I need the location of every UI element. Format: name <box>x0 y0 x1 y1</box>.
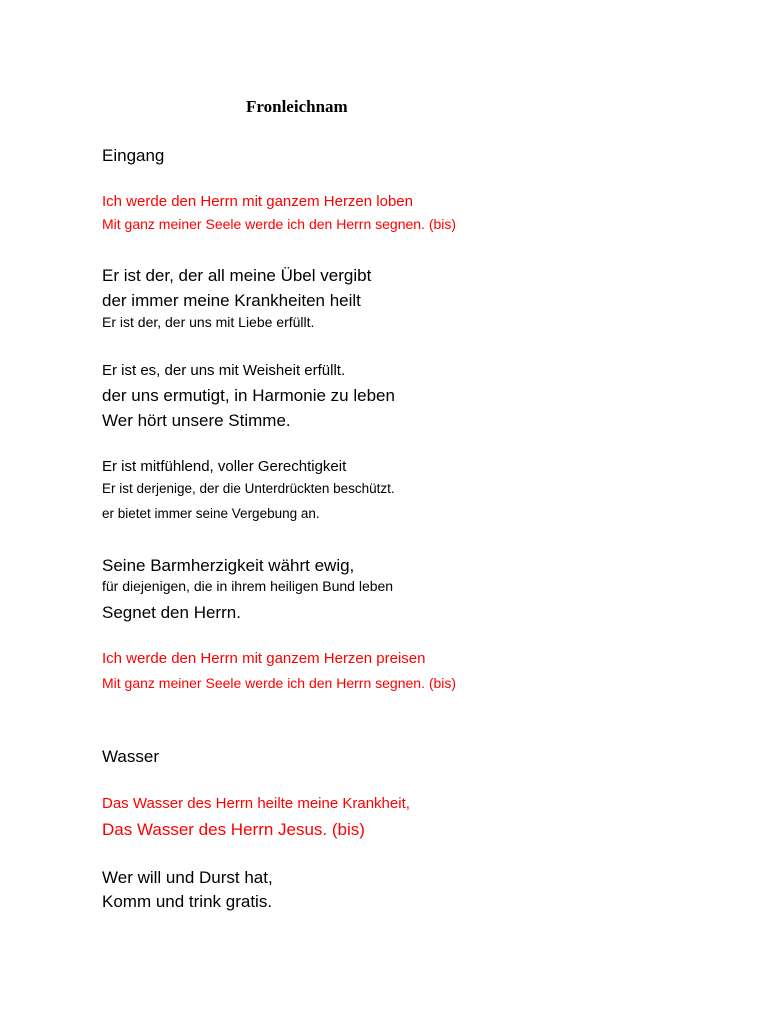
section-heading-wasser: Wasser <box>102 747 159 766</box>
verse-line: der immer meine Krankheiten heilt <box>102 291 361 310</box>
verse-line: Er ist der, der uns mit Liebe erfüllt. <box>102 314 315 330</box>
verse-line: Segnet den Herrn. <box>102 603 241 622</box>
verse-line: Seine Barmherzigkeit währt ewig, <box>102 556 355 575</box>
section-heading-eingang: Eingang <box>102 146 165 165</box>
verse-line: er bietet immer seine Vergebung an. <box>102 506 320 521</box>
refrain-line: Mit ganz meiner Seele werde ich den Herrn segnen. (bis) <box>102 675 457 691</box>
verse-line: Komm und trink gratis. <box>102 892 273 911</box>
verse-line: Er ist der, der all meine Übel vergibt <box>102 266 372 285</box>
verse-line: Er ist es, der uns mit Weisheit erfüllt. <box>102 362 346 379</box>
refrain-line: Das Wasser des Herrn Jesus. (bis) <box>102 820 365 839</box>
verse-line: Wer will und Durst hat, <box>102 868 273 887</box>
verse-line: der uns ermutigt, in Harmonie zu leben <box>102 386 395 405</box>
refrain-line: Mit ganz meiner Seele werde ich den Herrn segnen. (bis) <box>102 216 457 232</box>
refrain-line: Ich werde den Herrn mit ganzem Herzen preisen <box>102 650 426 667</box>
page-title: Fronleichnam <box>246 97 348 116</box>
verse-line: Wer hört unsere Stimme. <box>102 411 291 430</box>
verse-line: für diejenigen, die in ihrem heiligen Bund leben <box>102 578 394 594</box>
refrain-line: Das Wasser des Herrn heilte meine Krankheit, <box>102 795 410 812</box>
verse-line: Er ist mitfühlend, voller Gerechtigkeit <box>102 458 347 475</box>
refrain-line: Ich werde den Herrn mit ganzem Herzen loben <box>102 193 413 210</box>
verse-line: Er ist derjenige, der die Unterdrückten beschützt. <box>102 481 395 496</box>
